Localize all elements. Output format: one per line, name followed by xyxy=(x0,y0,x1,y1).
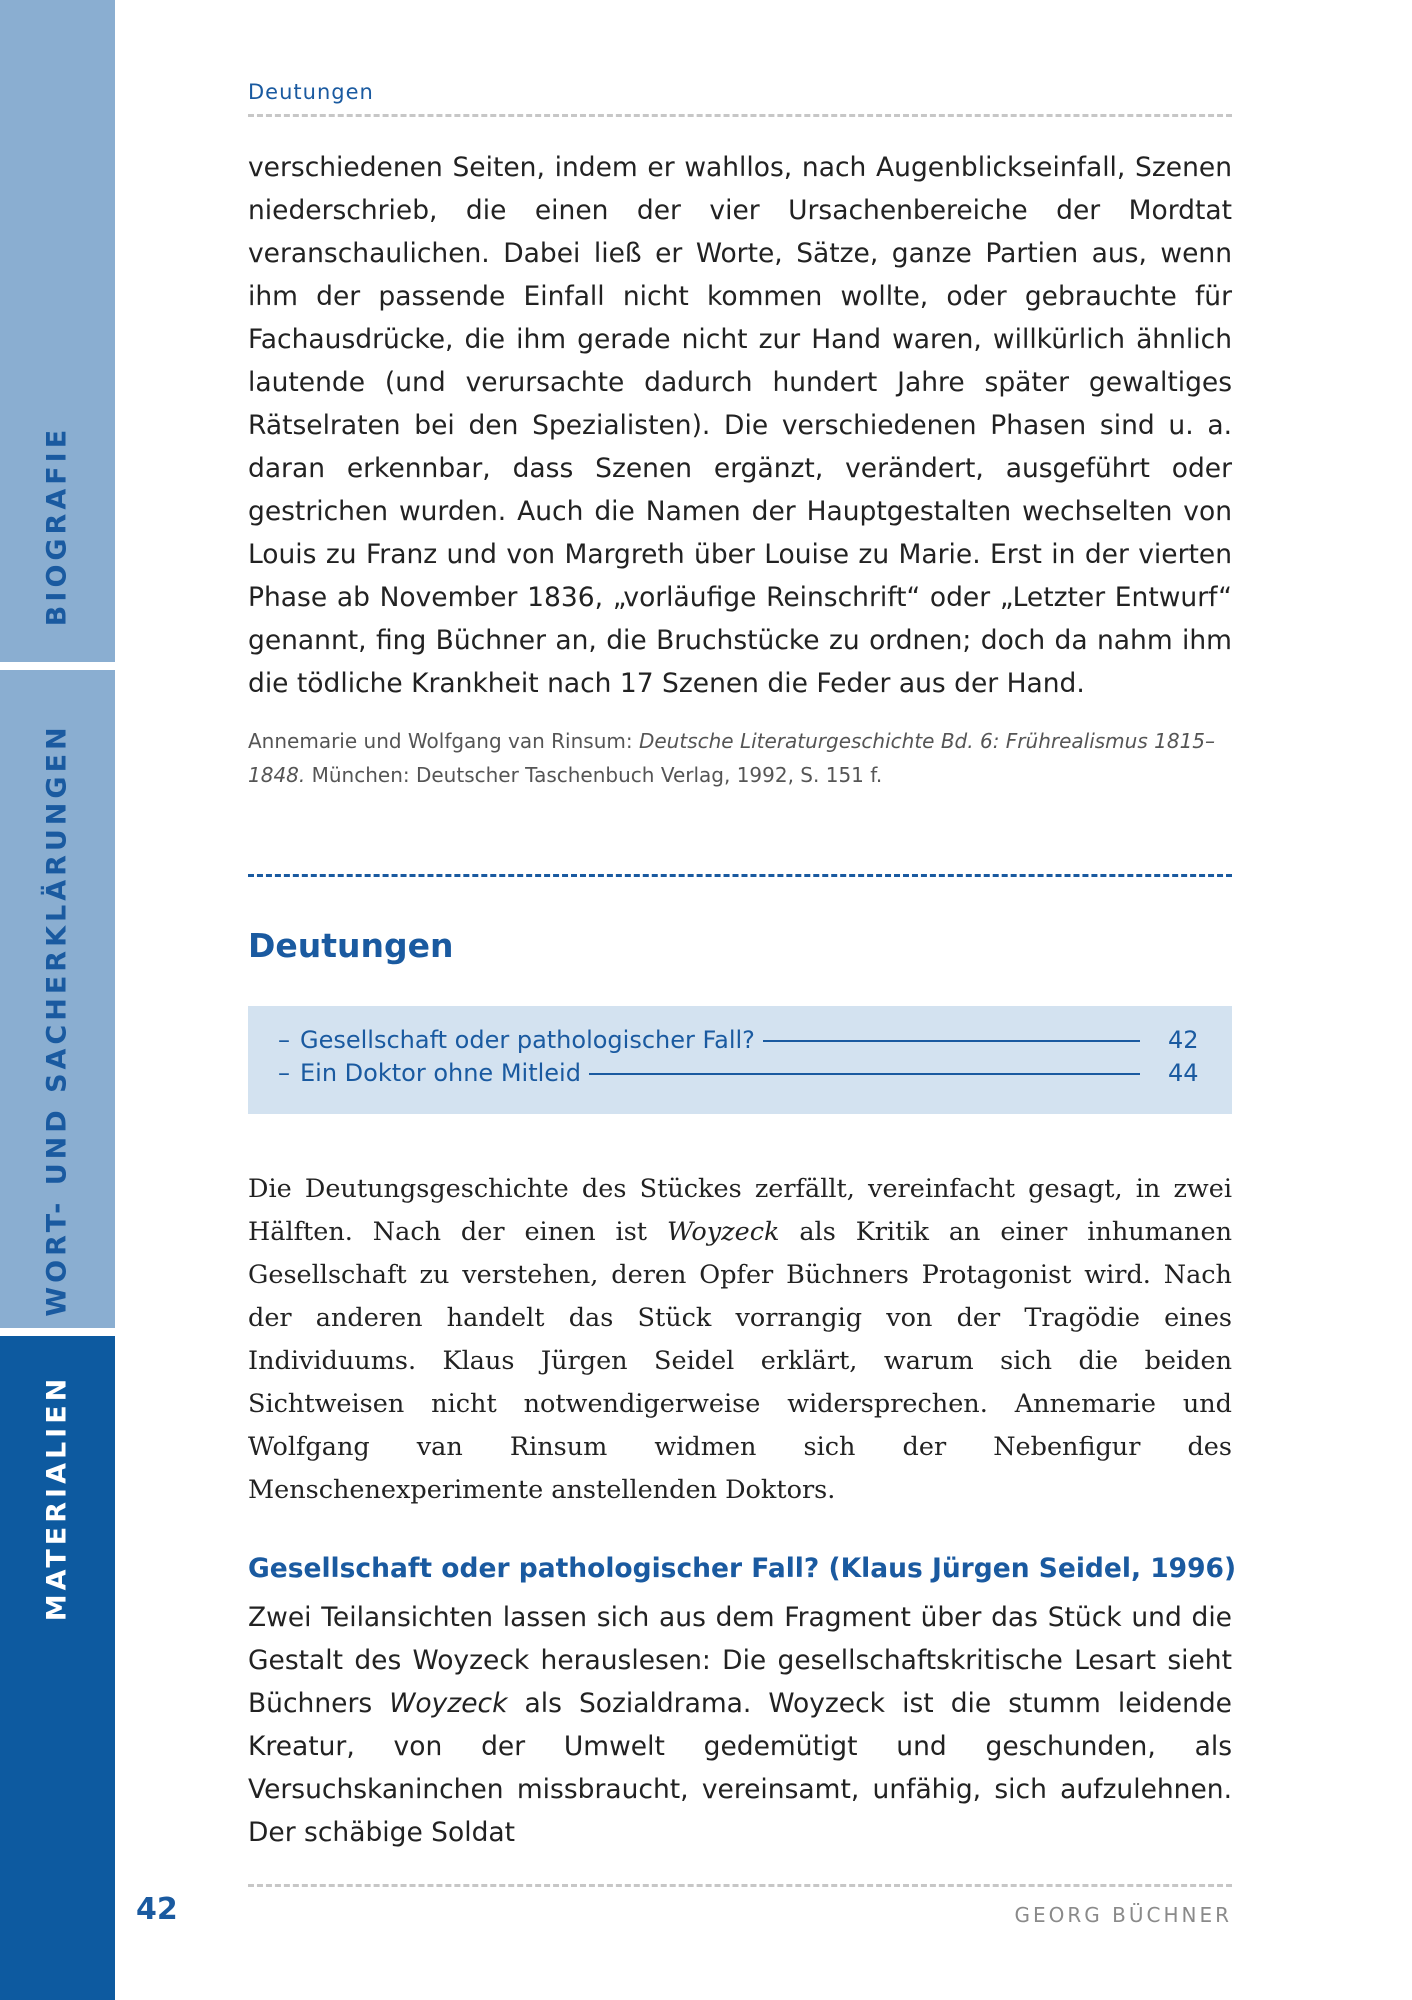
toc-leader-line xyxy=(589,1073,1140,1075)
subsection-italic: Woyzeck xyxy=(389,1688,508,1719)
page-number: 42 xyxy=(136,1892,178,1927)
subsection-text-a: Zwei Teilansichten lassen sich aus dem Fragment über das Stück und die Gestalt des Woyzeck herauslesen: Die gesellschaftskritische Lesart sieht Büchners xyxy=(248,1602,1232,1719)
toc-page-number: 44 xyxy=(1168,1059,1199,1087)
running-header: Deutungen xyxy=(248,80,374,104)
section-sidebar xyxy=(0,0,115,2000)
section-intro-text-a: Die Deutungsgeschichte des Stückes zerfällt, vereinfacht gesagt, in zwei Hälften. Nach der einen ist xyxy=(248,1174,1232,1247)
toc-entry[interactable] xyxy=(278,1059,1198,1092)
toc-dash: – xyxy=(278,1026,290,1054)
toc-dash: – xyxy=(278,1059,290,1087)
toc-box xyxy=(248,1006,1232,1114)
footer-divider xyxy=(248,1884,1232,1887)
subsection-heading: Gesellschaft oder pathologischer Fall? (Klaus Jürgen Seidel, 1996) xyxy=(248,1553,1237,1584)
subsection-text-b: als Sozialdrama. Woyzeck ist die stumm leidende Kreatur, von der Umwelt gedemütigt und geschunden, als Versuchskaninchen missbraucht, vereinsamt, unfähig, sich aufzulehnen. Der schäbige Soldat xyxy=(248,1688,1232,1848)
subsection-paragraph xyxy=(248,1596,1232,1854)
section-intro-italic: Woyzeck xyxy=(666,1217,780,1247)
section-intro-text-b: als Kritik an einer inhumanen Gesellschaft zu verstehen, deren Opfer Büchners Protagonist wird. Nach der anderen handelt das Stück vorrangig von der Tragödie eines Individuums. Klaus Jürgen Seidel erklärt, warum sich die beiden Sichtweisen nicht notwendigerweise widersprechen. Annemarie und Wolfgang van Rinsum widmen sich der Nebenfigur des Menschenexperimente anstellenden Doktors. xyxy=(248,1217,1232,1505)
tab-wort-label: WORT- UND SACHERKLÄRUNGEN xyxy=(41,723,73,1317)
toc-leader-line xyxy=(763,1040,1140,1042)
toc-entry-label: Ein Doktor ohne Mitleid xyxy=(300,1059,581,1087)
source-citation xyxy=(248,724,1232,792)
citation-authors: Annemarie und Wolfgang van Rinsum: xyxy=(248,729,633,753)
toc-entry[interactable] xyxy=(278,1026,1198,1059)
toc-page-number: 42 xyxy=(1168,1026,1199,1054)
tab-materialien-label: MATERIALIEN xyxy=(41,1374,73,1622)
book-title: GEORG BÜCHNER xyxy=(1014,1903,1232,1927)
intro-paragraph: verschiedenen Seiten, indem er wahllos, nach Augenblickseinfall, Szenen niederschrieb, die einen der vier Ursachenbereiche der Mordtat veranschaulichen. Dabei ließ er Worte, Sätze, ganze Partien aus, wenn ihm der passende Einfall nicht kommen wollte, oder gebrauchte für Fachausdrücke, die ihm gerade nicht zur Hand waren, willkürlich ähnlich lautende (und verursachte dadurch hundert Jahre später gewaltiges Rätselraten bei den Spezialisten). Die verschiedenen Phasen sind u. a. daran erkennbar, dass Szenen ergänzt, verändert, ausgeführt oder gestrichen wurden. Auch die Namen der Hauptgestalten wechselten von Louis zu Franz und von Margreth über Louise zu Marie. Erst in der vierten Phase ab November 1836, „vorläufige Reinschrift“ oder „Letzter Entwurf“ genannt, fing Büchner an, die Bruchstücke zu ordnen; doch da nahm ihm die tödliche Krankheit nach 17 Szenen die Feder aus der Hand. xyxy=(248,152,1232,699)
header-divider xyxy=(248,114,1232,117)
tab-biografie-label: BIOGRAFIE xyxy=(41,425,73,627)
section-divider xyxy=(248,874,1232,877)
citation-publisher: München: Deutscher Taschenbuch Verlag, 1992, S. 151 f. xyxy=(311,763,883,787)
toc-entry-label: Gesellschaft oder pathologischer Fall? xyxy=(300,1026,755,1054)
section-heading: Deutungen xyxy=(248,926,454,965)
citation-work: Deutsche Literaturgeschichte Bd. 6: Frührealismus 1815–1848. xyxy=(248,729,1216,787)
section-intro-paragraph xyxy=(248,1168,1232,1512)
